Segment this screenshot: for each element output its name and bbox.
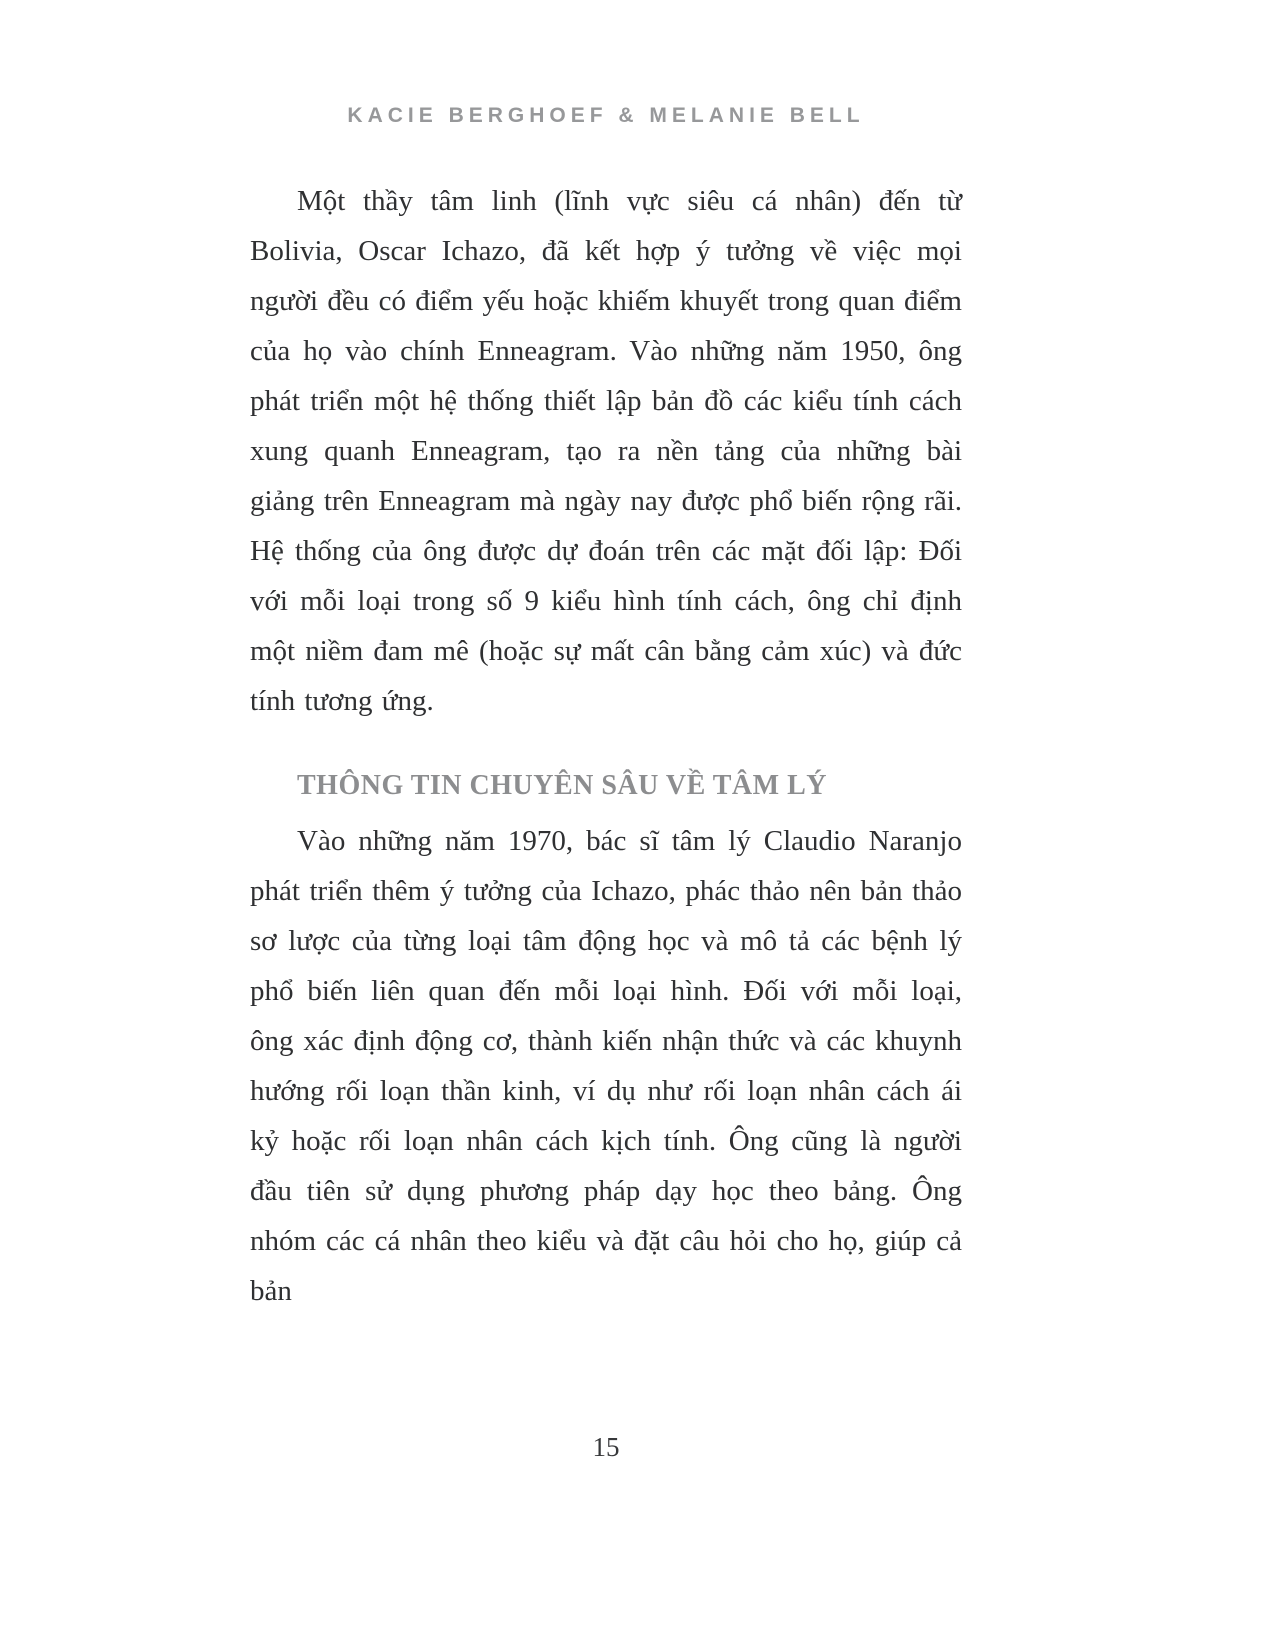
- section-heading: THÔNG TIN CHUYÊN SÂU VỀ TÂM LÝ: [297, 770, 827, 801]
- page-number: 15: [592, 1432, 620, 1462]
- page-content: [250, 176, 962, 1316]
- paragraph-1: Một thầy tâm linh (lĩnh vực siêu cá nhân) đến từ Bolivia, Oscar Ichazo, đã kết hợp ý tưởng về việc mọi người đều có điểm yếu hoặc khiếm khuyết trong quan điểm của họ vào chính Enneagram. Vào những năm 1950, ông phát triển một hệ thống thiết lập bản đồ các kiểu tính cách xung quanh Enneagram, tạo ra nền tảng của những bài giảng trên Enneagram mà ngày nay được phổ biến rộng rãi. Hệ thống của ông được dự đoán trên các mặt đối lập: Đối với mỗi loại trong số 9 kiểu hình tính cách, ông chỉ định một niềm đam mê (hoặc sự mất cân bằng cảm xúc) và đức tính tương ứng.: [250, 185, 962, 717]
- paragraph-2: Vào những năm 1970, bác sĩ tâm lý Claudio Naranjo phát triển thêm ý tưởng của Ichazo, phác thảo nên bản thảo sơ lược của từng loại tâm động học và mô tả các bệnh lý phổ biến liên quan đến mỗi loại hình. Đối với mỗi loại, ông xác định động cơ, thành kiến nhận thức và các khuynh hướng rối loạn thần kinh, ví dụ như rối loạn nhân cách ái kỷ hoặc rối loạn nhân cách kịch tính. Ông cũng là người đầu tiên sử dụng phương pháp dạy học theo bảng. Ông nhóm các cá nhân theo kiểu và đặt câu hỏi cho họ, giúp cả bản: [250, 825, 962, 1307]
- running-header: KACIE BERGHOEF & MELANIE BELL: [347, 104, 865, 127]
